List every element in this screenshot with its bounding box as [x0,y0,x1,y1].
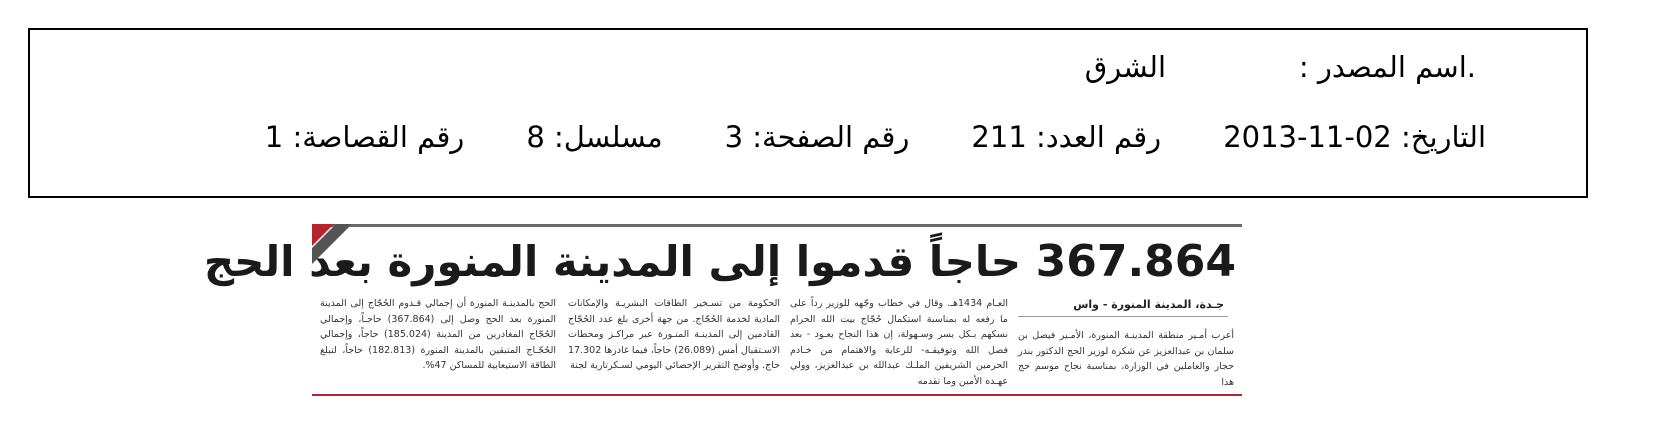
clip-top-rule [312,224,1242,227]
clip-bottom-rule [312,394,1242,396]
headline-number: 367.864 [1035,236,1236,287]
serial-label: مسلسل: [554,120,663,154]
dateline-rule [1018,316,1228,317]
document-metadata-box [28,28,1588,198]
serial-field [526,120,662,154]
article-column-2: العـام 1434هـ. وقال في خطاب وجّهه للوزير رداً على ما رفعه له بمناسبة استكمال حُجّاج بيت الله الحرام نسكهم بـكل يسر وسـهولة، إن هذا النجاح يعـود - بعد فضل الله وتوفيقـه- للرعاية والاهتمام من خـادم الحرمين الشريفين الملـك عبدالله بن عبدالعزيز، وولي عهـده الأمين وما تقدمه [790,298,1008,387]
issue-label: رقم العدد: [1036,120,1162,154]
date-value: 2013-11-02 [1223,120,1392,154]
article-column-3: الحكومة من تسـخير الطاقات البشريـة والإمكانات المادية لخدمة الحُجّاج. من جهة أخرى بلغ عدد الحُجّاج القادمين إلى المدينـة المنـورة عبر مراكـز ومحطات الاسـتقبال أمس (26.089) حاجاً، فيما غادرها 17.302 حاج. وأوضح التقرير الإحصائي اليومي لسـكرتارية لجنة [568,298,780,371]
serial-value: 8 [526,120,545,154]
article-column-4: الحج بالمدينـة المنورة أن إجمالي قـدوم الحُجّاج إلى المدينة المنورة بعد الحج وصل إلى (367.864) حاجـاً، وإجمالي الحُجّاج المغادرين من المدينة (185.024) حاجاً، وإجمالي الحُجّـاج المتبقين بالمدينة المنورة (182.813) حاجاً، لتبلغ الطاقة الاستيعابية للمساكن 47%. [320,298,556,371]
source-value: الشرق [1084,50,1166,84]
date-field [1223,120,1486,154]
headline-text: حاجاً قدموا إلى المدينة المنورة بعد الحج [203,237,1021,286]
metadata-row [265,120,1486,154]
page-field [725,120,910,154]
newspaper-clipping [203,224,1242,396]
date-label: التاريخ: [1400,120,1486,154]
dateline: جـدة، المدينة المنورة - واس [1073,298,1224,311]
issue-field [971,120,1161,154]
clip-field [265,120,465,154]
headline [204,236,1236,287]
source-label: .اسم المصدر : [1298,50,1476,84]
issue-value: 211 [971,120,1027,154]
article-column-1: أعرب أمـير منطقة المدينـة المنورة، الأمـير فيصل بن سلمان بن عبدالعزيز عن شكره لوزير الحج الدكتور بندر حجار والعاملين في الوزارة، بمناسبة نجاح موسم حج هذا [1018,330,1234,388]
page-label: رقم الصفحة: [752,120,910,154]
page-value: 3 [724,120,744,154]
clip-value: 1 [264,120,284,154]
clip-label: رقم القصاصة: [292,120,465,154]
